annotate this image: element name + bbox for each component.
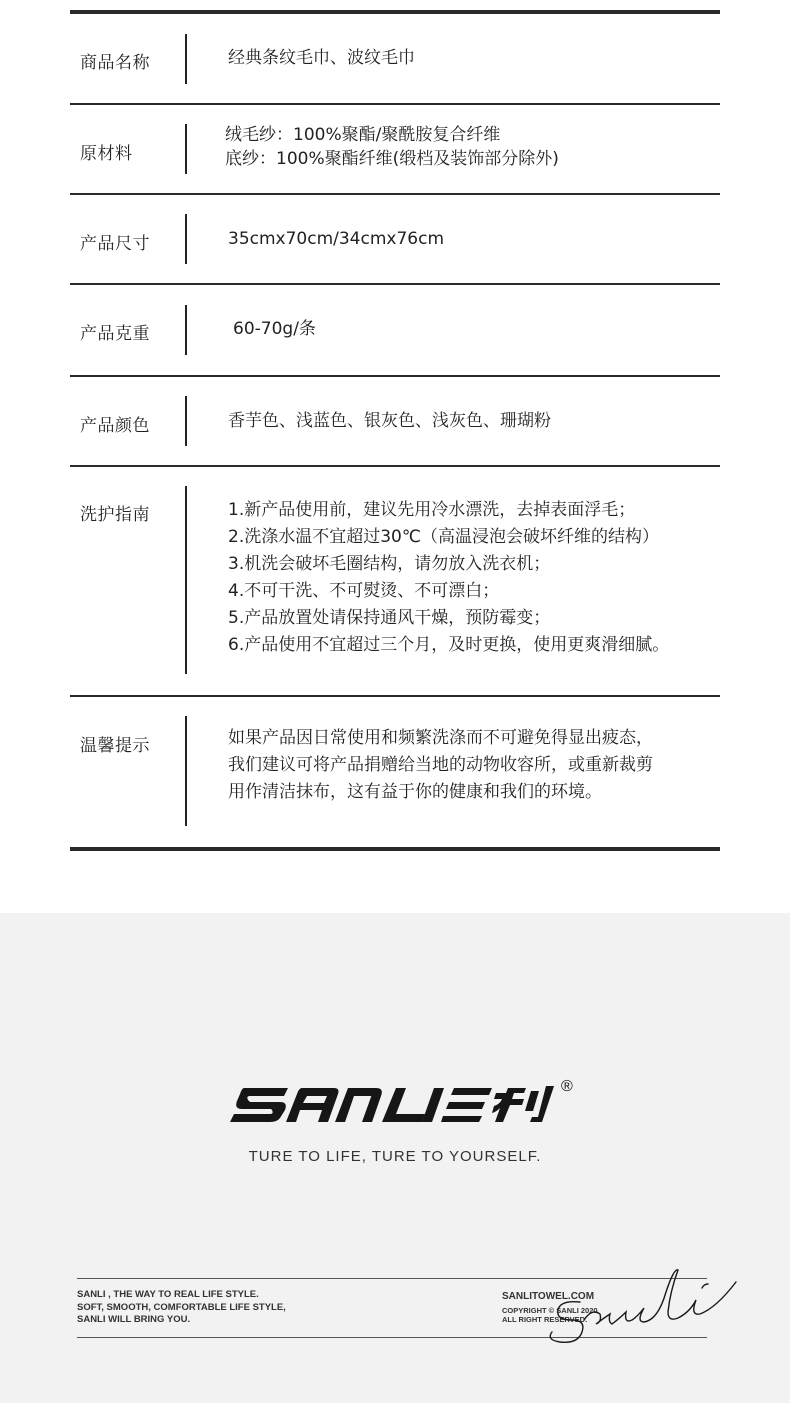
row-divider (70, 375, 720, 377)
row-separator (185, 396, 187, 446)
copyright-text: COPYRIGHT © SANLI 2020 (502, 1306, 598, 1315)
row-separator (185, 716, 187, 826)
row-label: 商品名称 (80, 53, 150, 73)
slogan-line: SANLI WILL BRING YOU. (77, 1314, 191, 1325)
website-text: SANLITOWEL.COM (502, 1291, 595, 1302)
row-separator (185, 34, 187, 84)
row-separator (185, 124, 187, 174)
row-label: 产品尺寸 (80, 234, 150, 254)
row-value: 35cmx70cm/34cmx76cm (228, 229, 445, 249)
table-top-rule (70, 10, 720, 14)
sanli-logo (230, 1080, 580, 1126)
slogan-line: SOFT, SMOOTH, COMFORTABLE LIFE STYLE, (77, 1301, 286, 1313)
value-line: 1.新产品使用前，建议先用冷水漂洗，去掉表面浮毛； (228, 500, 636, 520)
value-line: 如果产品因日常使用和频繁洗涤而不可避免得显出疲态， (228, 728, 653, 748)
row-value (225, 123, 559, 171)
value-line: 6.产品使用不宜超过三个月，及时更换，使用更爽滑细腻。 (228, 635, 670, 655)
rights-text: ALL RIGHT RESERVED. (502, 1315, 588, 1324)
row-divider (70, 283, 720, 285)
row-divider (70, 465, 720, 467)
row-value (228, 725, 653, 806)
row-label: 原材料 (80, 144, 133, 164)
row-divider (70, 695, 720, 697)
table-bottom-rule (70, 847, 720, 851)
row-separator (185, 214, 187, 264)
value-line: 用作清洁抹布，这有益于你的健康和我们的环境。 (228, 782, 602, 802)
row-divider (70, 193, 720, 195)
value-line: 5.产品放置处请保持通风干燥，预防霉变； (228, 608, 551, 628)
value-line: 底纱：100%聚酯纤维(缎档及装饰部分除外) (225, 149, 559, 169)
value-line: 我们建议可将产品捐赠给当地的动物收容所，或重新裁剪 (228, 755, 653, 775)
row-label: 温馨提示 (80, 736, 150, 756)
row-divider (70, 103, 720, 105)
row-label: 洗护指南 (80, 505, 150, 525)
row-label: 产品颜色 (80, 416, 150, 436)
value-line: 3.机洗会破坏毛圈结构，请勿放入洗衣机； (228, 554, 551, 574)
row-separator (185, 486, 187, 674)
row-separator (185, 305, 187, 355)
row-value: 经典条纹毛巾、波纹毛巾 (228, 48, 415, 68)
value-line: 4.不可干洗、不可熨烫、不可漂白； (228, 581, 500, 601)
row-value (228, 497, 669, 659)
row-label: 产品克重 (80, 324, 150, 344)
registered-mark: ® (561, 1078, 573, 1095)
value-line: 绒毛纱：100%聚酯/聚酰胺复合纤维 (225, 125, 501, 145)
slogan-line: SANLI , THE WAY TO REAL LIFE STYLE. (77, 1289, 259, 1300)
value-line: 2.洗涤水温不宜超过30℃（高温浸泡会破坏纤维的结构） (228, 527, 659, 547)
row-value: 香芋色、浅蓝色、银灰色、浅灰色、珊瑚粉 (228, 411, 551, 431)
brand-tagline: TURE TO LIFE, TURE TO YOURSELF. (248, 1148, 542, 1165)
footer-slogan (77, 1289, 286, 1327)
row-value: 60-70g/条 (233, 319, 316, 339)
signature-icon (540, 1262, 740, 1346)
